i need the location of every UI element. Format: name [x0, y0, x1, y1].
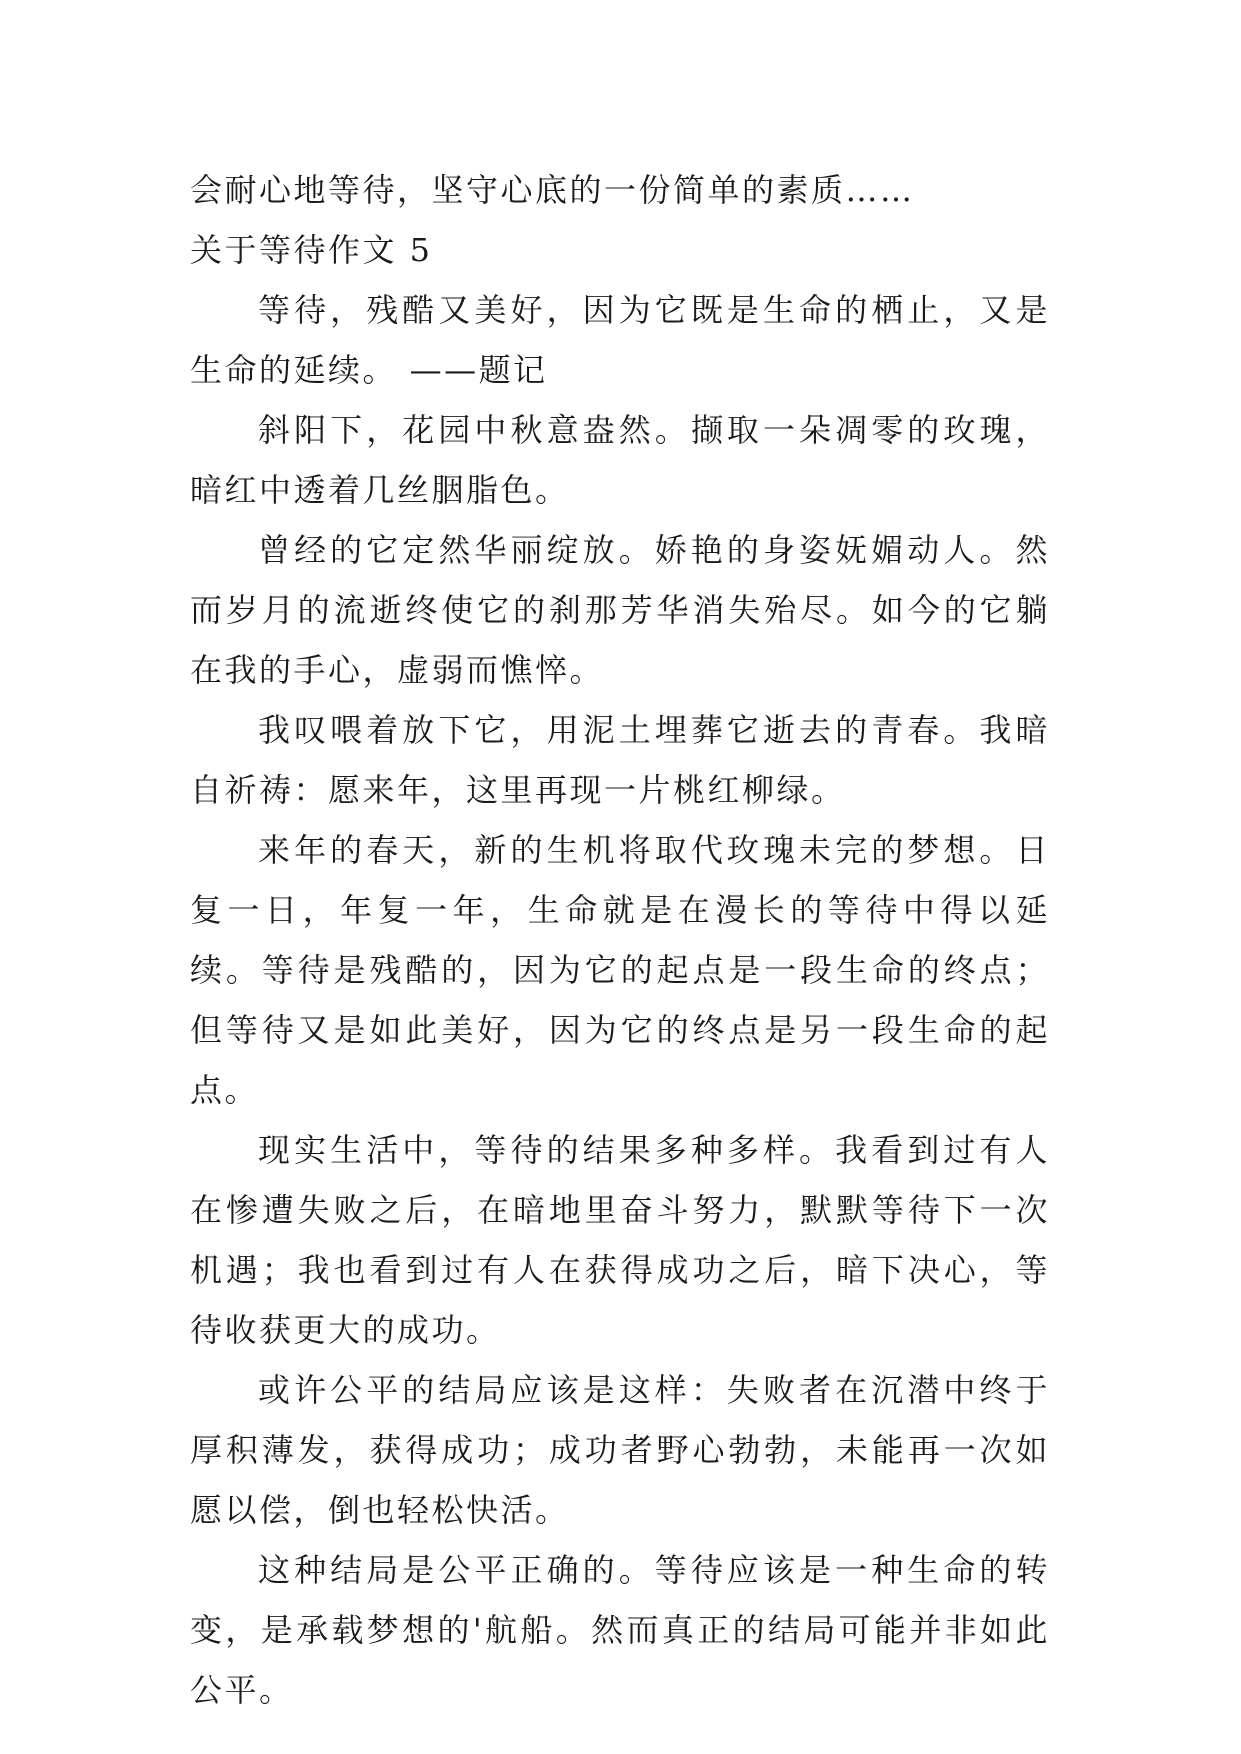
paragraph: 我叹喂着放下它，用泥土埋葬它逝去的青春。我暗自祈祷：愿来年，这里再现一片桃红柳绿。 — [190, 711, 1050, 809]
paragraph: 曾经的它定然华丽绽放。娇艳的身姿妩媚动人。然而岁月的流逝终使它的刹那芳华消失殆尽。如今的它躺在我的手心，虚弱而憔悴。 — [190, 531, 1050, 689]
paragraph: 这种结局是公平正确的。等待应该是一种生命的转变，是承载梦想的'航船。然而真正的结局可能并非如此公平。 — [190, 1551, 1050, 1709]
document-body — [190, 160, 1050, 1720]
paragraph: 现实生活中，等待的结果多种多样。我看到过有人在惨遭失败之后，在暗地里奋斗努力，默默等待下一次机遇；我也看到过有人在获得成功之后，暗下决心，等待收获更大的成功。 — [190, 1131, 1050, 1349]
continuation-line: 会耐心地等待，坚守心底的一份简单的素质…… — [190, 171, 915, 209]
paragraph: 等待，残酷又美好，因为它既是生命的栖止，又是生命的延续。 ——题记 — [190, 291, 1050, 389]
paragraph: 来年的春天，新的生机将取代玫瑰未完的梦想。日复一日，年复一年，生命就是在漫长的等待中得以延续。等待是残酷的，因为它的起点是一段生命的终点；但等待又是如此美好，因为它的终点是另一段生命的起点。 — [190, 831, 1050, 1109]
paragraph: 斜阳下，花园中秋意盎然。撷取一朵凋零的玫瑰，暗红中透着几丝胭脂色。 — [190, 411, 1050, 509]
paragraph: 或许公平的结局应该是这样：失败者在沉潜中终于厚积薄发，获得成功；成功者野心勃勃，未能再一次如愿以偿，倒也轻松快活。 — [190, 1371, 1050, 1529]
essay-heading: 关于等待作文 5 — [190, 231, 433, 269]
